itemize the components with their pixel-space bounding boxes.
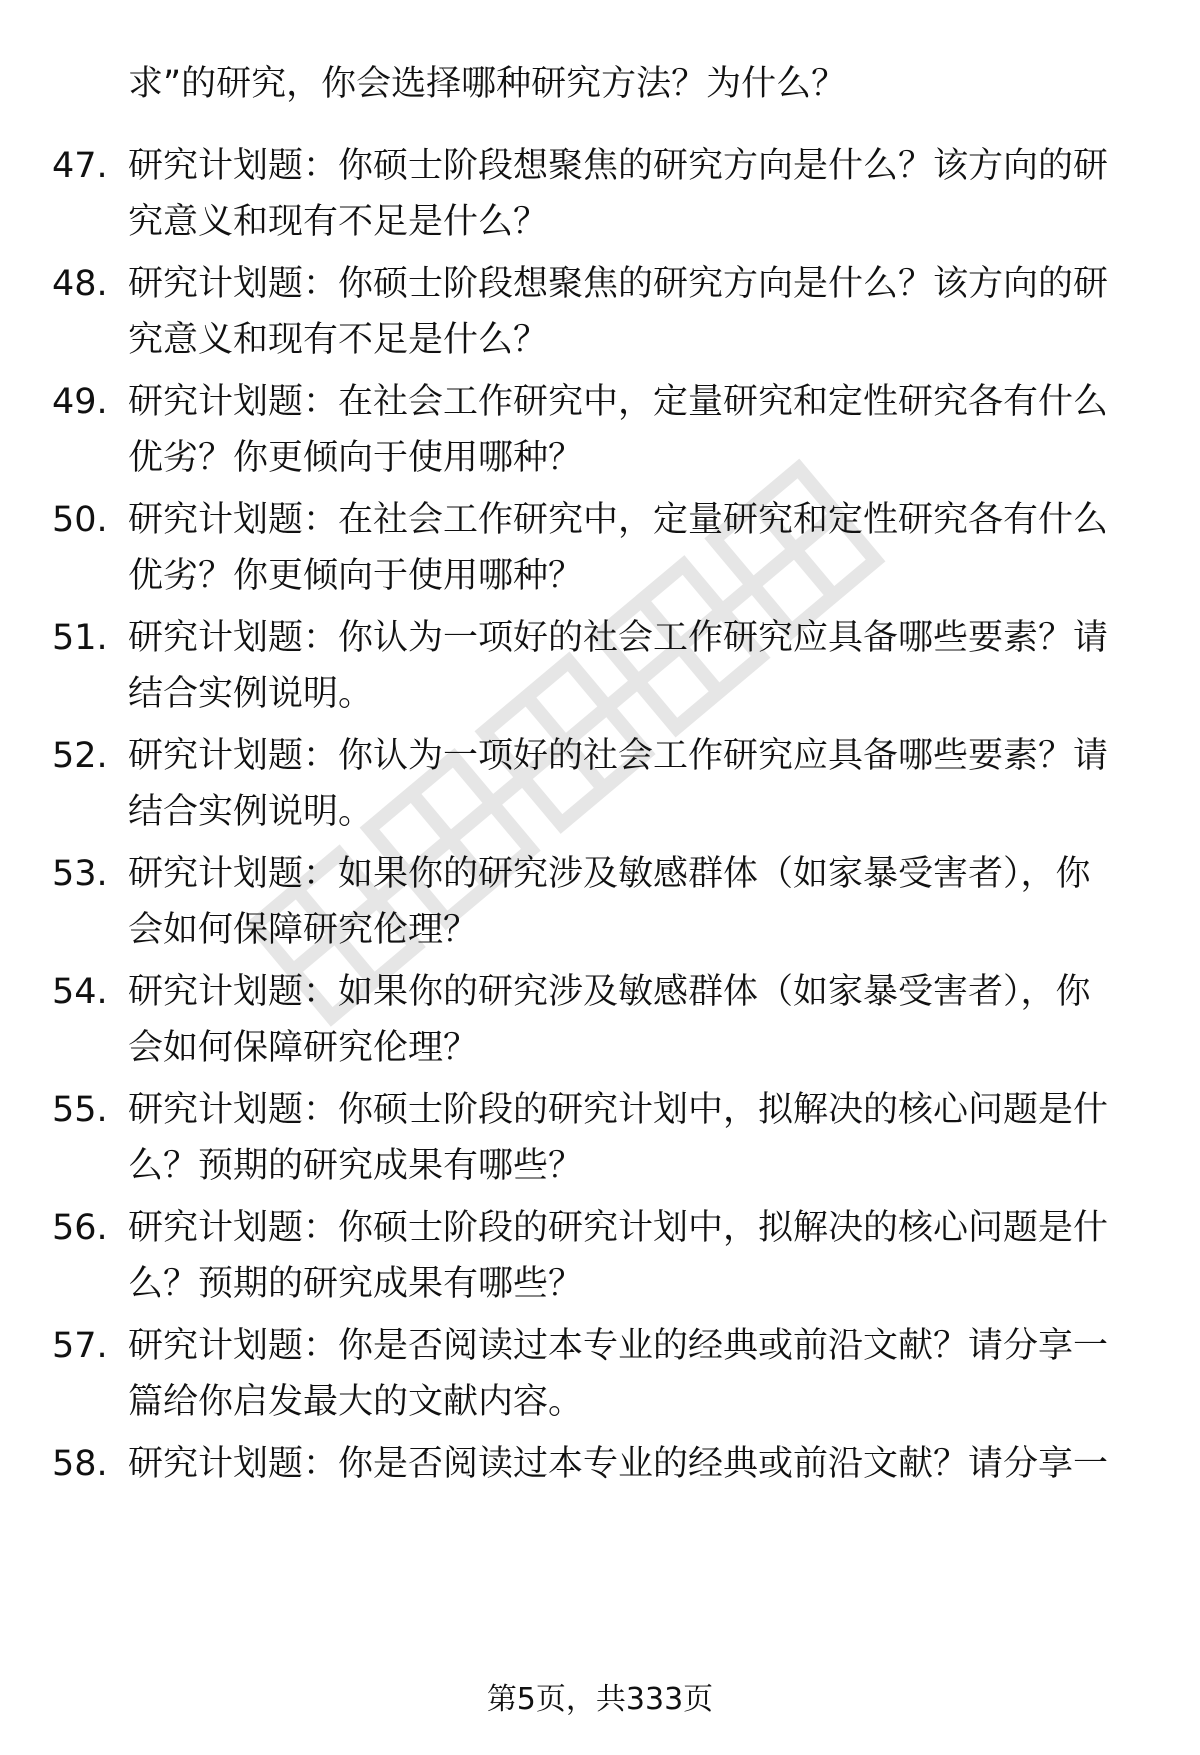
- question-text-line-1: 研究计划题：你硕士阶段的研究计划中，拟解决的核心问题是什: [128, 1090, 1109, 1130]
- question-text-line-1: 研究计划题：你硕士阶段想聚焦的研究方向是什么？该方向的研: [128, 264, 1109, 304]
- question-text-line-1: 研究计划题：你是否阅读过本专业的经典或前沿文献？请分享一: [128, 1444, 1109, 1484]
- question-text-line-1: 研究计划题：你认为一项好的社会工作研究应具备哪些要素？请: [128, 618, 1109, 658]
- question-text-line-1: 研究计划题：你硕士阶段的研究计划中，拟解决的核心问题是什: [128, 1208, 1109, 1248]
- question-text-line-1: 研究计划题：如果你的研究涉及敏感群体（如家暴受害者），你: [128, 972, 1091, 1012]
- question-item: [0, 260, 1200, 360]
- question-text-line-2: 优劣？你更倾向于使用哪种？: [128, 438, 584, 478]
- question-item: [0, 614, 1200, 714]
- question-item: [0, 1440, 1200, 1496]
- question-number: 53.: [52, 854, 108, 894]
- question-number: 57.: [52, 1326, 108, 1366]
- question-item: [0, 1322, 1200, 1422]
- question-item: [0, 850, 1200, 950]
- question-number: 47.: [52, 146, 108, 186]
- question-number: 58.: [52, 1444, 108, 1484]
- question-text-line-1: 研究计划题：在社会工作研究中，定量研究和定性研究各有什么: [128, 382, 1109, 422]
- page-footer: 第5页，共333页: [486, 1682, 714, 1717]
- question-text-line-1: 研究计划题：在社会工作研究中，定量研究和定性研究各有什么: [128, 500, 1109, 540]
- question-text-line-2: 么？预期的研究成果有哪些？: [128, 1146, 584, 1186]
- question-number: 48.: [52, 264, 108, 304]
- question-item: [0, 496, 1200, 596]
- question-number: 52.: [52, 736, 108, 776]
- question-text-line-2: 究意义和现有不足是什么？: [128, 320, 549, 360]
- question-item: [0, 1086, 1200, 1186]
- question-text-line-2: 优劣？你更倾向于使用哪种？: [128, 556, 584, 596]
- question-text-line-2: 结合实例说明。: [128, 674, 374, 714]
- question-item: [0, 732, 1200, 832]
- question-number: 56.: [52, 1208, 108, 1248]
- question-number: 49.: [52, 382, 108, 422]
- question-text-line-1: 研究计划题：你是否阅读过本专业的经典或前沿文献？请分享一: [128, 1326, 1109, 1366]
- question-text-line-2: 结合实例说明。: [128, 792, 374, 832]
- question-text-line-1: 研究计划题：你认为一项好的社会工作研究应具备哪些要素？请: [128, 736, 1109, 776]
- question-text-line-2: 究意义和现有不足是什么？: [128, 202, 549, 242]
- question-item: [0, 142, 1200, 242]
- question-item: [0, 968, 1200, 1068]
- question-text-line-2: 会如何保障研究伦理？: [128, 910, 479, 950]
- question-item: [0, 1204, 1200, 1304]
- question-text-line-1: 研究计划题：你硕士阶段想聚焦的研究方向是什么？该方向的研: [128, 146, 1109, 186]
- question-item: [0, 378, 1200, 478]
- question-number: 51.: [52, 618, 108, 658]
- question-text-line-2: 会如何保障研究伦理？: [128, 1028, 479, 1068]
- question-text-line-1: 研究计划题：如果你的研究涉及敏感群体（如家暴受害者），你: [128, 854, 1091, 894]
- question-text-line-2: 篇给你启发最大的文献内容。: [128, 1382, 584, 1422]
- question-text-line-2: 么？预期的研究成果有哪些？: [128, 1264, 584, 1304]
- question-number: 54.: [52, 972, 108, 1012]
- continuation-line: 求”的研究，你会选择哪种研究方法？为什么？: [128, 64, 847, 104]
- question-number: 50.: [52, 500, 108, 540]
- question-number: 55.: [52, 1090, 108, 1130]
